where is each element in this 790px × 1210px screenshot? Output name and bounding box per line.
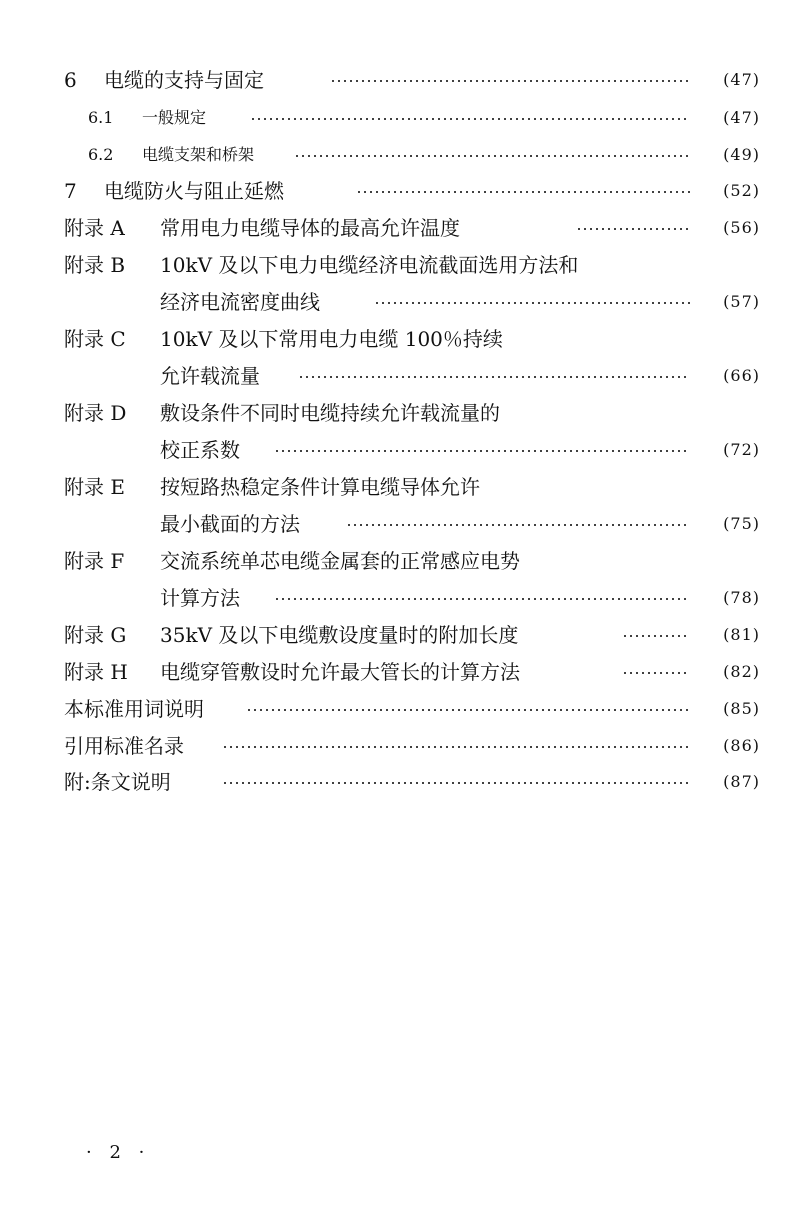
toc-page: (47): [723, 70, 760, 89]
toc-number: 附录 C: [64, 327, 126, 351]
toc-title: 35kV 及以下电缆敷设度量时的附加长度: [160, 623, 519, 647]
toc-entry[interactable]: [0, 176, 790, 206]
toc-entry-continuation[interactable]: [0, 361, 790, 391]
toc-entry-continuation[interactable]: [0, 435, 790, 465]
toc-entry[interactable]: [0, 398, 790, 428]
dot-leader: [246, 709, 690, 711]
toc-page: (52): [723, 181, 760, 200]
toc-entry-continuation[interactable]: [0, 509, 790, 539]
toc-number: 附录 F: [64, 549, 125, 573]
toc-entry[interactable]: [0, 213, 790, 243]
toc-page: (56): [723, 218, 760, 237]
dot-leader: [222, 782, 690, 784]
toc-entry[interactable]: [0, 140, 790, 170]
toc-page: (78): [723, 588, 760, 607]
toc-number: 附录 H: [64, 660, 128, 684]
toc-page: (87): [723, 772, 760, 791]
toc-number: 附录 G: [64, 623, 127, 647]
dot-leader: [622, 672, 690, 674]
toc-title: 电缆穿管敷设时允许最大管长的计算方法: [160, 660, 520, 684]
toc-entry-continuation[interactable]: [0, 287, 790, 317]
toc-entry[interactable]: [0, 103, 790, 133]
toc-title: 允许载流量: [160, 364, 260, 388]
toc-entry[interactable]: [0, 324, 790, 354]
toc-entry[interactable]: [0, 546, 790, 576]
dot-leader: [274, 598, 690, 600]
toc-number: 6.2: [88, 145, 114, 164]
dot-leader: [298, 376, 690, 378]
dot-leader: [576, 228, 690, 230]
dot-leader: [222, 746, 690, 748]
toc-number: 附录 B: [64, 253, 126, 277]
toc-title: 最小截面的方法: [160, 512, 300, 536]
dot-leader: [274, 450, 690, 452]
toc-page: (86): [723, 736, 760, 755]
toc-number: 附录 A: [64, 216, 125, 240]
toc-entry[interactable]: [0, 731, 790, 761]
toc-number: 6.1: [88, 108, 114, 127]
toc-title: 10kV 及以下常用电力电缆 100％持续: [160, 327, 503, 351]
toc-entry[interactable]: [0, 472, 790, 502]
dot-leader: [622, 635, 690, 637]
toc-page: (72): [723, 440, 760, 459]
toc-title: 经济电流密度曲线: [160, 290, 320, 314]
toc-title: 交流系统单芯电缆金属套的正常感应电势: [160, 549, 520, 573]
toc-entry-continuation[interactable]: [0, 583, 790, 613]
toc-title: 按短路热稳定条件计算电缆导体允许: [160, 475, 480, 499]
toc-entry[interactable]: [0, 767, 790, 797]
dot-leader: [374, 302, 690, 304]
toc-title: 一般规定: [142, 108, 207, 127]
toc-number: 附录 D: [64, 401, 127, 425]
toc-title: 引用标准名录: [64, 734, 184, 758]
toc-number: 附录 E: [64, 475, 125, 499]
dot-leader: [250, 118, 690, 120]
toc-page: (47): [723, 108, 760, 127]
toc-title: 电缆的支持与固定: [104, 68, 264, 92]
toc-page: (75): [723, 514, 760, 533]
toc-title: 计算方法: [160, 586, 240, 610]
toc-page: (85): [723, 699, 760, 718]
toc-title: 10kV 及以下电力电缆经济电流截面选用方法和: [160, 253, 579, 277]
toc-entry[interactable]: [0, 620, 790, 650]
toc-page: (81): [723, 625, 760, 644]
toc-entry[interactable]: [0, 694, 790, 724]
toc-entry[interactable]: [0, 65, 790, 95]
toc-entry[interactable]: [0, 657, 790, 687]
toc-page: (57): [723, 292, 760, 311]
toc-page: (82): [723, 662, 760, 681]
toc-title: 本标准用词说明: [64, 697, 204, 721]
toc-entry[interactable]: [0, 250, 790, 280]
dot-leader: [346, 524, 690, 526]
toc-number: 7: [64, 179, 77, 203]
page-number-footer: · 2 ·: [86, 1142, 151, 1163]
dot-leader: [294, 155, 690, 157]
dot-leader: [356, 191, 690, 193]
toc-title: 校正系数: [160, 438, 240, 462]
toc-title: 附:条文说明: [64, 770, 171, 794]
toc-title: 常用电力电缆导体的最高允许温度: [160, 216, 460, 240]
toc-title: 电缆支架和桥架: [142, 145, 255, 164]
toc-page: (66): [723, 366, 760, 385]
toc-page: (49): [723, 145, 760, 164]
toc-title: 电缆防火与阻止延燃: [104, 179, 284, 203]
toc-number: 6: [64, 68, 77, 92]
dot-leader: [330, 80, 690, 82]
toc-title: 敷设条件不同时电缆持续允许载流量的: [160, 401, 500, 425]
